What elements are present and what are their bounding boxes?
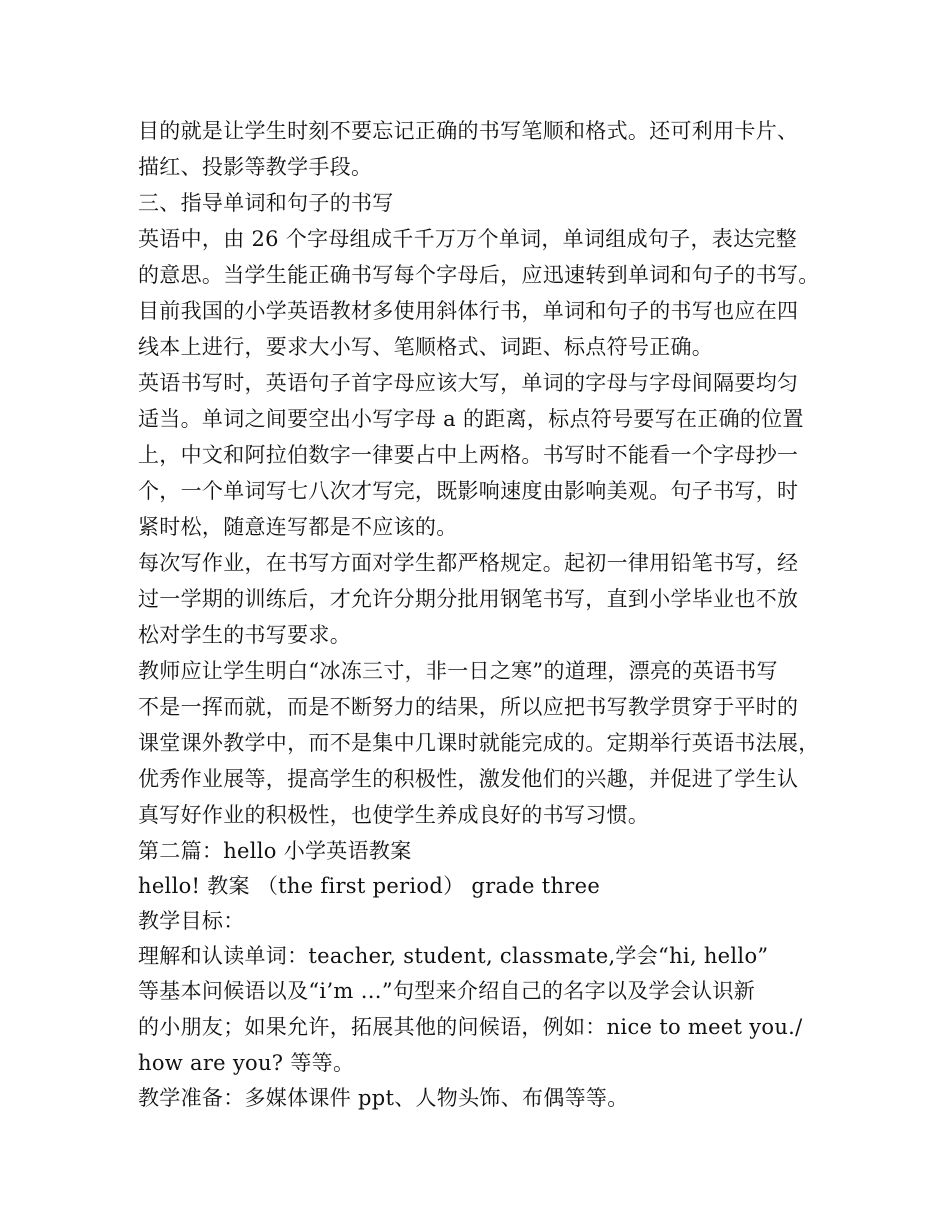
document-body [138,113,828,1115]
text-line: 线本上进行，要求大小写、笔顺格式、词距、标点符号正确。 [138,335,714,359]
text-line: 描红、投影等教学手段。 [138,155,373,179]
text-line: 课堂课外教学中，而不是集中几课时就能完成的。定期举行英语书法展， [138,731,820,755]
text-line: 目前我国的小学英语教材多使用斜体行书，单词和句子的书写也应在四 [138,299,799,323]
text-line: 英语书写时，英语句子首字母应该大写，单词的字母与字母间隔要均匀 [138,371,799,395]
text-line: how are you? 等等。 [138,1051,355,1075]
text-line: 上，中文和阿拉伯数字一律要占中上两格。书写时不能看一个字母抄一 [138,443,799,467]
text-line: 英语中，由 26 个字母组成千千万万个单词，单词组成句子，表达完整 [138,227,797,251]
subheading: 教学目标： [138,909,245,933]
text-line: 等基本问候语以及“i’m …”句型来介绍自己的名字以及学会认识新 [138,979,756,1003]
text-line: 教师应让学生明白“冰冻三寸，非一日之寒”的道理，漂亮的英语书写 [138,659,778,683]
text-line: 的小朋友；如果允许，拓展其他的问候语，例如：nice to meet you./ [138,1015,803,1039]
text-line: 目的就是让学生时刻不要忘记正确的书写笔顺和格式。还可利用卡片、 [138,119,799,143]
text-line: 的意思。当学生能正确书写每个字母后，应迅速转到单词和句子的书写。 [138,263,820,287]
text-line: 适当。单词之间要空出小写字母 a 的距离，标点符号要写在正确的位置 [138,407,804,431]
text-line: 理解和认读单词：teacher, student, classmate,学会“hi, hello” [138,944,769,968]
text-line: 个，一个单词写七八次才写完，既影响速度由影响美观。句子书写，时 [138,479,799,503]
section-heading: 第二篇：hello 小学英语教案 [138,839,412,863]
text-line: 松对学生的书写要求。 [138,623,351,647]
text-line: 过一学期的训练后，才允许分期分批用钢笔书写，直到小学毕业也不放 [138,587,799,611]
text-line: 紧时松，随意连写都是不应该的。 [138,515,458,539]
text-line: 不是一挥而就，而是不断努力的结果，所以应把书写教学贯穿于平时的 [138,695,799,719]
text-line: 教学准备：多媒体课件 ppt、人物头饰、布偶等等。 [138,1086,629,1110]
text-line: 真写好作业的积极性，也使学生养成良好的书写习惯。 [138,803,650,827]
text-line: 优秀作业展等，提高学生的积极性，激发他们的兴趣，并促进了学生认 [138,767,799,791]
lesson-title: hello! 教案 （the first period） grade three [138,874,601,898]
section-heading: 三、指导单词和句子的书写 [138,191,394,215]
text-line: 每次写作业，在书写方面对学生都严格规定。起初一律用铅笔书写，经 [138,551,799,575]
